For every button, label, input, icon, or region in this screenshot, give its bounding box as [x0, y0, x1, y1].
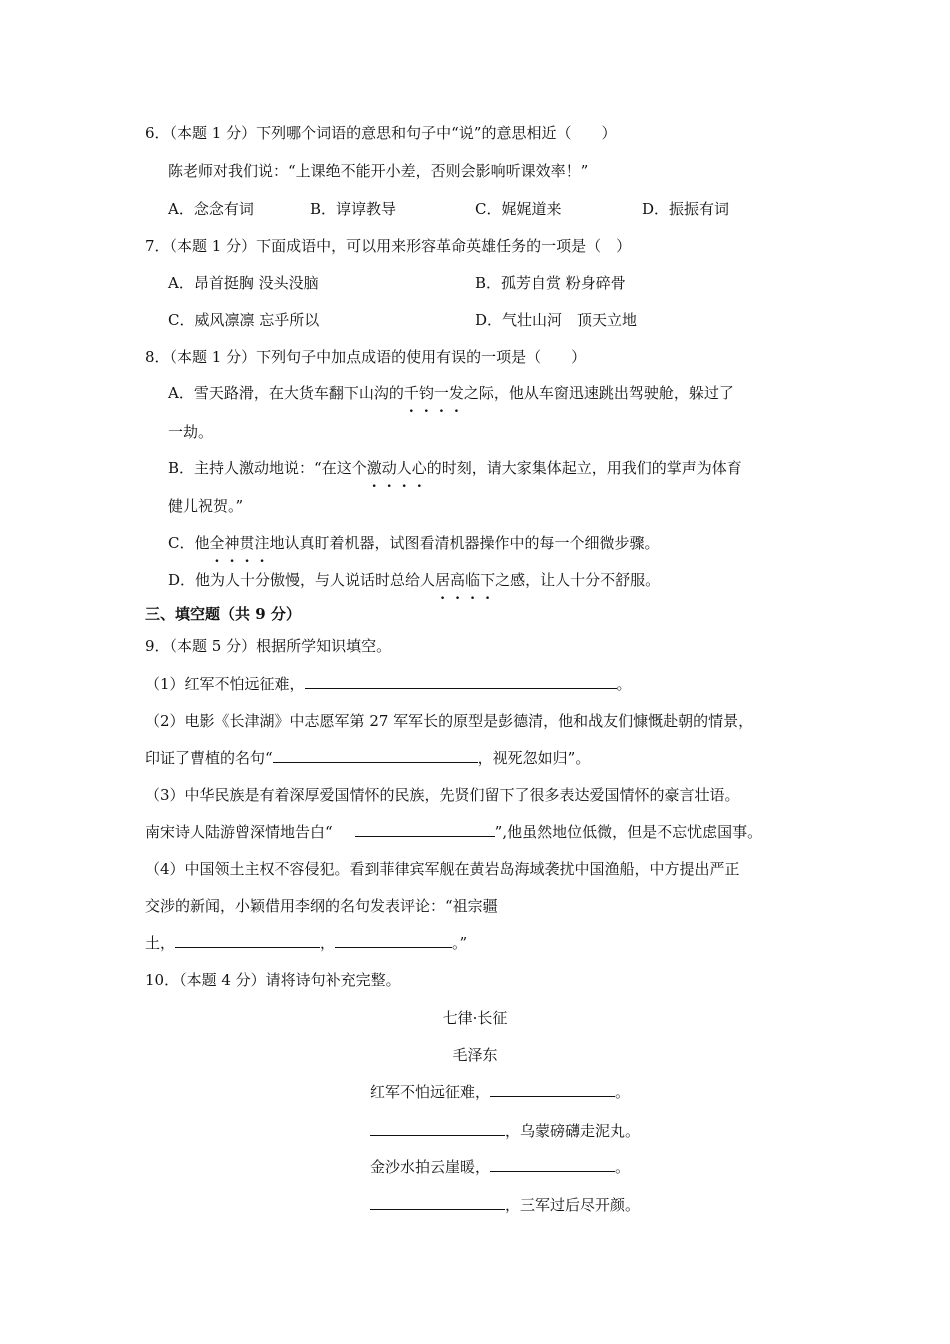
q8-b-dotted-idiom [367, 459, 427, 477]
q9-p2-blank[interactable] [273, 748, 478, 763]
q8-a-dotted-idiom [404, 384, 464, 402]
q8-a-cont: 一劫。 [168, 423, 214, 441]
q8-d-pre: D．他为人十分傲慢，与人说话时总给人 [168, 571, 436, 589]
q8-option-a [168, 383, 734, 403]
poem-line-4 [370, 1195, 640, 1215]
poem-l3-pre: 金沙水拍云崖暖， [370, 1158, 491, 1176]
poem-l3-blank[interactable] [490, 1157, 615, 1172]
emphasis-char: 心 [411, 459, 427, 477]
emphasis-char: 神 [224, 534, 240, 552]
poem-l4-blank[interactable] [370, 1195, 505, 1210]
q8-d-post: 之感，让人十分不舒服。 [495, 571, 661, 589]
emphasis-char: 人 [396, 459, 412, 477]
q9-p3-blank[interactable] [355, 822, 495, 837]
q9-part-3 [145, 822, 762, 842]
poem-line-1 [370, 1082, 630, 1102]
q8-b-post: 的时刻，请大家集体起立，用我们的掌声为体育 [426, 459, 742, 477]
emphasis-char: 激 [366, 459, 382, 477]
q9-part-1 [145, 674, 632, 694]
q10-stem: 10．（本题 4 分）请将诗句补充完整。 [145, 971, 401, 989]
poem-line-2 [370, 1121, 640, 1141]
emphasis-char: 动 [381, 459, 397, 477]
q8-a-pre: A．雪天路滑，在大货车翻下山沟的 [168, 384, 404, 402]
q8-option-d [168, 570, 660, 590]
q9-p4-mid: ， [320, 934, 336, 952]
q6-stem: 6．（本题 1 分）下列哪个词语的意思和句子中“说”的意思相近（ ） [145, 124, 617, 142]
q6-option-d: D．振振有词 [642, 200, 730, 218]
q9-p4-post: 。” [452, 934, 468, 952]
emphasis-char: 一 [433, 384, 449, 402]
poem-l1-post: 。 [615, 1083, 631, 1101]
q9-p4-blank-1[interactable] [175, 933, 320, 948]
poem-author: 毛泽东 [452, 1046, 498, 1064]
q9-part-4 [145, 933, 467, 953]
q9-p4-line2: 交涉的新闻，小颖借用李纲的名句发表评论：“祖宗疆 [145, 897, 498, 915]
q8-d-dotted-idiom [435, 571, 495, 589]
q7-option-a: A．昂首挺胸 没头没脑 [168, 274, 319, 292]
q9-p3-pre: 南宋诗人陆游曾深情地告白“ [145, 823, 333, 841]
emphasis-char: 居 [435, 571, 451, 589]
emphasis-char: 高 [450, 571, 466, 589]
poem-line-3 [370, 1157, 630, 1177]
q9-stem: 9．（本题 5 分）根据所学知识填空。 [145, 637, 392, 655]
q8-stem: 8．（本题 1 分）下列句子中加点成语的使用有误的一项是（ ） [145, 348, 587, 366]
poem-l2-post: ，乌蒙磅礴走泥丸。 [505, 1122, 641, 1140]
emphasis-char: 钧 [418, 384, 434, 402]
q6-option-a: A．念念有词 [168, 200, 254, 218]
emphasis-char: 注 [254, 534, 270, 552]
emphasis-char: 发 [448, 384, 464, 402]
emphasis-char: 贯 [239, 534, 255, 552]
emphasis-char: 全 [209, 534, 225, 552]
q7-option-c: C．威风凛凛 忘乎所以 [168, 311, 320, 329]
q9-p2-post: ，视死忽如归”。 [477, 749, 591, 767]
q8-option-b [168, 458, 742, 478]
q7-option-d: D．气壮山河 顶天立地 [475, 311, 638, 329]
emphasis-char: 下 [480, 571, 496, 589]
q6-option-b: B．谆谆教导 [310, 200, 397, 218]
poem-l3-post: 。 [615, 1158, 631, 1176]
q9-p4-pre: 土， [145, 934, 176, 952]
q8-c-pre: C．他 [168, 534, 210, 552]
poem-l1-blank[interactable] [490, 1082, 615, 1097]
q9-p1-pre: （1）红军不怕远征难， [145, 675, 305, 693]
q7-option-b: B．孤芳自赏 粉身碎骨 [475, 274, 626, 292]
q9-p3-line1: （3）中华民族是有着深厚爱国情怀的民族，先贤们留下了很多表达爱国情怀的豪言壮语。 [145, 786, 740, 804]
poem-l1-pre: 红军不怕远征难， [370, 1083, 491, 1101]
q9-p2-line1: （2）电影《长津湖》中志愿军第 27 军军长的原型是彭德清，他和战友们慷慨赴朝的情景， [145, 712, 754, 730]
q8-c-post: 地认真盯着机器，试图看清机器操作中的每一个细微步骤。 [269, 534, 660, 552]
q8-c-dotted-idiom [209, 534, 269, 552]
q6-quote: 陈老师对我们说：“上课绝不能开小差，否则会影响听课效率！” [168, 162, 589, 180]
emphasis-char: 临 [465, 571, 481, 589]
q9-p2-pre: 印证了曹植的名句“ [145, 749, 273, 767]
poem-title: 七律·长征 [442, 1009, 508, 1027]
q6-option-c: C．娓娓道来 [475, 200, 562, 218]
q9-p3-post: ”,他虽然地位低微，但是不忘忧虑国事。 [494, 823, 763, 841]
q9-p1-blank[interactable] [305, 674, 617, 689]
section-3-title: 三、填空题（共 9 分） [145, 605, 301, 623]
q8-a-post: 之际，他从车窗迅速跳出驾驶舱，躲过了 [463, 384, 734, 402]
poem-l4-post: ，三军过后尽开颜。 [505, 1196, 641, 1214]
q9-p4-line1: （4）中国领土主权不容侵犯。看到菲律宾军舰在黄岩岛海域袭扰中国渔船，中方提出严正 [145, 860, 740, 878]
emphasis-char: 千 [403, 384, 419, 402]
q9-part-2 [145, 748, 590, 768]
q7-stem: 7．（本题 1 分）下面成语中，可以用来形容革命英雄任务的一项是（ ） [145, 237, 632, 255]
q9-p4-blank-2[interactable] [335, 933, 452, 948]
poem-l2-blank[interactable] [370, 1121, 505, 1136]
q9-p1-post: 。 [616, 675, 632, 693]
q8-option-c [168, 533, 660, 553]
q8-b-pre: B．主持人激动地说：“在这个 [168, 459, 367, 477]
q8-b-cont: 健儿祝贺。” [168, 497, 244, 515]
